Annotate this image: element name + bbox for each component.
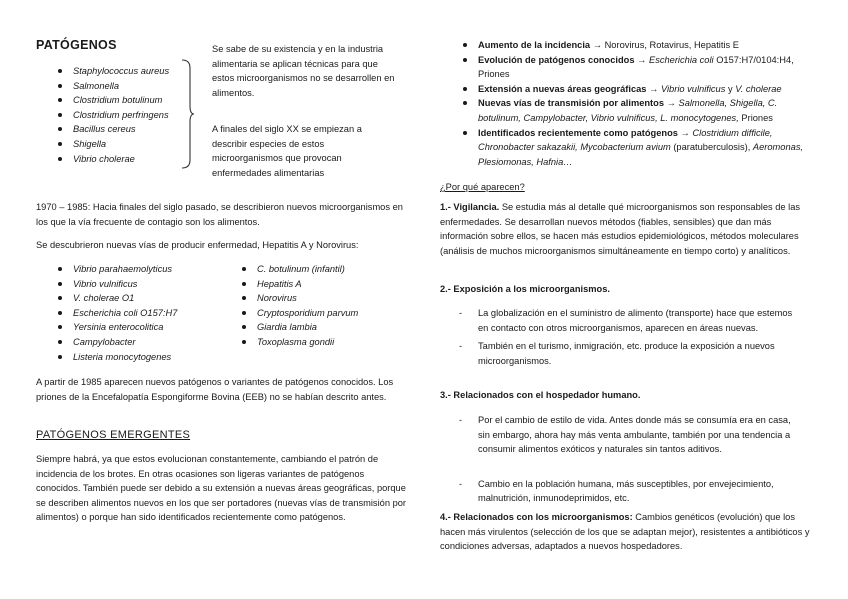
hospedador-list: [478, 413, 798, 506]
list-item: [478, 96, 818, 125]
list-item: Vibrio vulnificus: [73, 277, 233, 292]
list-item: Listeria monocytogenes: [73, 350, 233, 365]
bullet-italic: Salmonella, Shigella, C. botulinum, Campylobacter, Vibrio vulnificus, L. monocytogenes,: [478, 98, 778, 123]
arrow-icon: →: [666, 98, 676, 109]
emergent-category-list: [478, 38, 818, 169]
list-item: [478, 126, 818, 170]
list-item: Toxoplasma gondii: [257, 335, 407, 350]
bullet-italic: Vibrio vulnificus: [660, 83, 726, 94]
list-item: Yersinia enterocolitica: [73, 320, 233, 335]
period-1970-1985: 1970 – 1985: Hacia finales del siglo pasado, se describieron nuevos microorganismos en los que la vía frecuente de contagio son los alimentos.: [36, 202, 403, 227]
bullet-rest: Norovirus, Rotavirus, Hepatitis E: [604, 40, 739, 50]
bullet-bold: Nuevas vías de transmisión por alimentos: [478, 98, 665, 109]
list-item: Norovirus: [257, 291, 407, 306]
bullet-italic: Clostridium difficile, Chronobacter sakazakii, Mycobacterium avium: [478, 127, 773, 153]
pathogen-list-a: [73, 262, 233, 364]
list-item: Vibrio parahaemolyticus: [73, 262, 233, 277]
section-title-emergentes: PATÓGENOS EMERGENTES: [36, 429, 191, 441]
list-item: [478, 53, 818, 82]
bullet-bold: Extensión a nuevas áreas geográficas: [478, 83, 647, 94]
arrow-icon: →: [649, 83, 659, 94]
arrow-icon: →: [680, 127, 690, 138]
list-item: V. cholerae O1: [73, 291, 233, 306]
bullet-bold: Identificados recientemente como patógenos: [478, 127, 678, 138]
bullet-italic-2: Aeromonas, Plesiomonas, Hafnia…: [478, 142, 804, 167]
note-existence: Se sabe de su existencia y en la industria alimentaria se aplican técnicas para que estos microorganismos no se desarrollen en alimentos.: [212, 44, 395, 98]
bullet-rest: (paratuberculosis),: [673, 142, 751, 153]
bullet-italic: Escherichia coli: [649, 54, 714, 65]
list-item: Giardia lambia: [257, 320, 407, 335]
since-1985-text: A partir de 1985 aparecen nuevos patógenos o variantes de patógenos conocidos. Los priones de la Encefalopatía Espongiforme Bovina (EEB) no se habían descrito antes.: [36, 377, 394, 402]
list-item: Salmonella: [73, 79, 198, 94]
section-microorganismos: [440, 510, 815, 554]
section-hospedador-heading: 3.- Relacionados con el hospedador humano.: [440, 390, 641, 400]
microorganismos-heading: 4.- Relacionados con los microorganismos:: [440, 512, 633, 522]
list-item: Campylobacter: [73, 335, 233, 350]
list-item: - También en el turismo, inmigración, etc. produce la exposición a nuevos microorganismos.: [478, 339, 798, 368]
list-item: Staphylococcus aureus: [73, 64, 198, 79]
list-item: Hepatitis A: [257, 277, 407, 292]
why-title: ¿Por qué aparecen?: [440, 182, 525, 192]
vigilancia-body: Se estudia más al detalle qué microorganismos son responsables de las enfermedades. Se desarrollan nuevos métodos (fiables, sensibles) que dan más información sobre ellos, se hacen más estudios epidemiológicos, métodos moleculares (análisis de muchos microorganismos simultáneamente en tiempo corto) y analíticos.: [440, 202, 801, 256]
list-item: [478, 38, 818, 53]
list-item: - Cambio en la población humana, más susceptibles, por envejecimiento, malnutrición, inmunodeprimidos, etc.: [478, 477, 798, 506]
bullet-bold: Aumento de la incidencia: [478, 40, 591, 50]
list-item: Bacillus cereus: [73, 122, 198, 137]
list-item: Cryptosporidium parvum: [257, 306, 407, 321]
pathogen-list-b: [257, 262, 407, 350]
vigilancia-heading: 1.- Vigilancia.: [440, 202, 500, 212]
list-item: Escherichia coli O157:H7: [73, 306, 233, 321]
list-item: [478, 82, 818, 97]
new-routes-text: Se descubrieron nuevas vías de producir enfermedad, Hepatitis A y Norovirus:: [36, 240, 359, 250]
list-item: Shigella: [73, 137, 198, 152]
list-item: Vibrio cholerae: [73, 152, 198, 167]
arrow-icon: →: [592, 40, 602, 50]
bullet-italic-2: V. cholerae: [735, 83, 782, 94]
list-item: Clostridium perfringens: [73, 108, 198, 123]
section-exposicion-heading: 2.- Exposición a los microorganismos.: [440, 284, 610, 294]
bullet-bold: Evolución de patógenos conocidos: [478, 54, 635, 65]
list-item: - La globalización en el suministro de alimento (transporte) hace que estemos en contacto con otros microorganismos, aparecen en áreas nuevas.: [478, 306, 798, 335]
list-item: C. botulinum (infantil): [257, 262, 407, 277]
exposicion-list: [478, 306, 798, 368]
page-title: PATÓGENOS: [36, 38, 117, 52]
note-siglo-xx: A finales del siglo XX se empiezan a describir especies de estos microorganismos que provocan enfermedades alimentarias: [212, 124, 362, 178]
emergentes-body: Siempre habrá, ya que estos evolucionan constantemente, cambiando el patrón de incidencia de los brotes. En otras ocasiones son ligeras variantes de patógenos conocidos. También puede ser debido a su extensión a nuevas áreas geográficas, porque se describen alimentos nuevos en los que ser portadores (nuevas vías de transmisión por alimentos) o porque han sido identificados recientemente como patógenos.: [36, 454, 407, 523]
brace-icon: [180, 58, 196, 170]
bullet-mid: y: [727, 83, 733, 94]
section-vigilancia: [440, 200, 815, 258]
arrow-icon: →: [637, 54, 647, 65]
microorganismos-body: Cambios genéticos (evolución) que los hacen más virulentos (selección de los que se adaptan mejor), resistentes a antibióticos y condiciones adversas, adaptados a nuevos hospedadores.: [440, 512, 810, 552]
bullet-rest: Priones: [741, 112, 773, 123]
bullet-rest: O157:H7/0104:H4, Priones: [478, 54, 794, 80]
list-item: Clostridium botulinum: [73, 93, 198, 108]
list-item: - Por el cambio de estilo de vida. Antes donde más se consumía era en casa, sin embargo, ahora hay más venta ambulante, también por una tendencia a consumir alimentos exóticos y naturales sin tantos aditivos.: [478, 413, 798, 457]
